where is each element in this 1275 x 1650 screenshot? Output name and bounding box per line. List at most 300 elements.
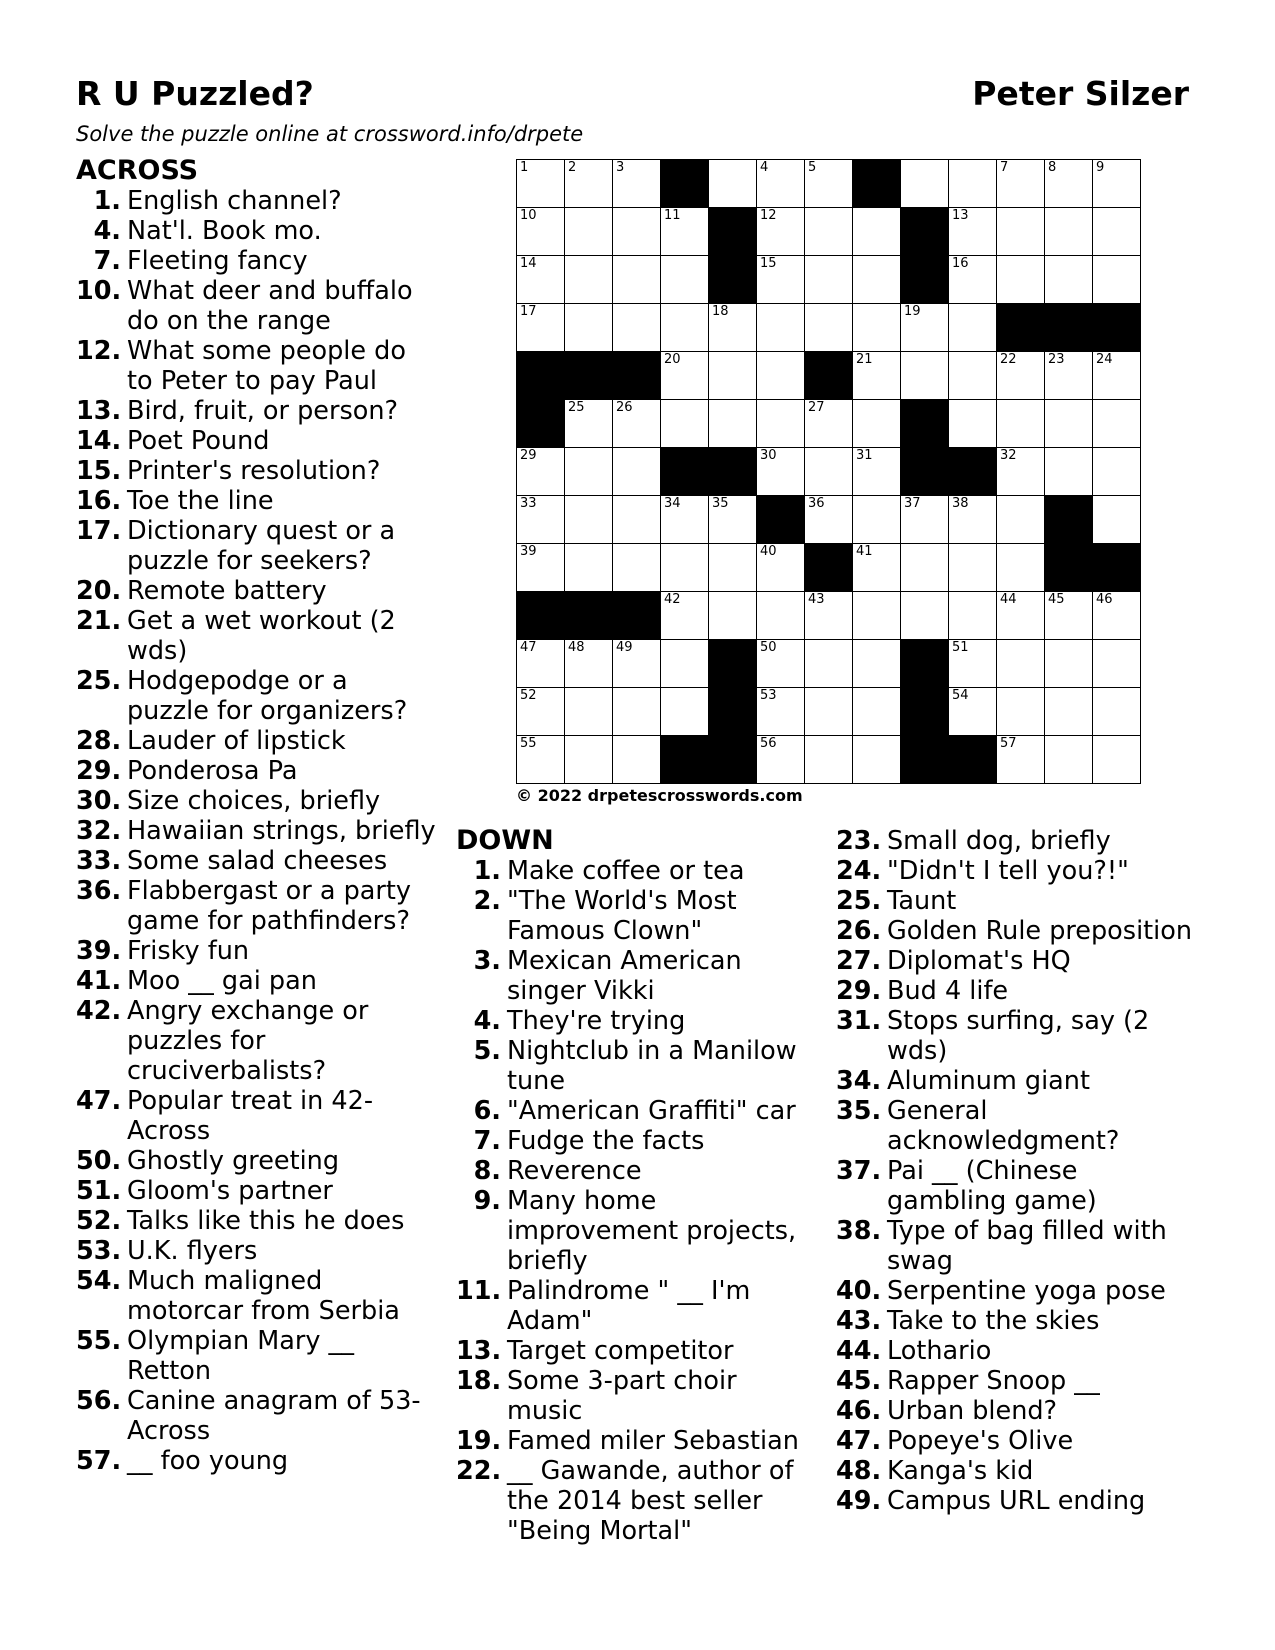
- grid-cell[interactable]: [853, 640, 901, 688]
- clue-text: What deer and buffalo do on the range: [127, 276, 413, 336]
- grid-cell[interactable]: [613, 544, 661, 592]
- clue-item: [836, 1336, 1196, 1366]
- grid-block: [661, 736, 709, 784]
- grid-cell[interactable]: [997, 400, 1045, 448]
- cell-number: 44: [1000, 592, 1017, 607]
- grid-cell[interactable]: [805, 304, 853, 352]
- clue-number: 45.: [836, 1366, 882, 1396]
- grid-cell[interactable]: [757, 736, 805, 784]
- grid-cell[interactable]: [661, 304, 709, 352]
- grid-cell[interactable]: [997, 448, 1045, 496]
- clue-number: 40.: [836, 1276, 882, 1306]
- clue-number: 28.: [76, 726, 122, 756]
- cell-number: 32: [1000, 448, 1017, 463]
- clue-number: 44.: [836, 1336, 882, 1366]
- grid-cell[interactable]: [949, 640, 997, 688]
- grid-cell[interactable]: [997, 352, 1045, 400]
- clue-text: Dictionary quest or a puzzle for seekers?: [127, 516, 396, 576]
- puzzle-title: R U Puzzled?: [76, 74, 314, 113]
- grid-cell[interactable]: [661, 592, 709, 640]
- clue-item: [456, 886, 816, 946]
- clue-number: 42.: [76, 996, 122, 1026]
- cell-number: 2: [568, 160, 577, 175]
- clue-item: [836, 1156, 1196, 1216]
- grid-cell[interactable]: [565, 304, 613, 352]
- clue-text: Gloom's partner: [127, 1176, 333, 1206]
- clue-text: Serpentine yoga pose: [887, 1276, 1166, 1306]
- clue-text: Palindrome " __ I'm Adam": [507, 1276, 751, 1336]
- grid-cell[interactable]: [949, 400, 997, 448]
- clue-text: Rapper Snoop __: [887, 1366, 1100, 1396]
- clue-text: Nightclub in a Manilow tune: [507, 1036, 797, 1096]
- grid-cell[interactable]: [757, 352, 805, 400]
- grid-cell[interactable]: [517, 496, 565, 544]
- grid-cell[interactable]: [1093, 592, 1141, 640]
- grid-block: [1045, 544, 1093, 592]
- grid-cell[interactable]: [517, 256, 565, 304]
- grid-cell[interactable]: [613, 640, 661, 688]
- grid-block: [1093, 304, 1141, 352]
- clue-number: 48.: [836, 1456, 882, 1486]
- clue-item: [76, 516, 436, 576]
- clue-number: 3.: [473, 946, 501, 976]
- clue-number: 13.: [456, 1336, 502, 1366]
- clue-number: 16.: [76, 486, 122, 516]
- grid-block: [901, 736, 949, 784]
- clue-number: 27.: [836, 946, 882, 976]
- clue-item: [456, 1336, 816, 1366]
- grid-cell[interactable]: [901, 544, 949, 592]
- grid-cell[interactable]: [565, 544, 613, 592]
- grid-cell[interactable]: [805, 688, 853, 736]
- clue-item: [836, 1276, 1196, 1306]
- clue-text: Remote battery: [127, 576, 327, 606]
- grid-cell[interactable]: [757, 256, 805, 304]
- grid-cell[interactable]: [949, 208, 997, 256]
- clue-item: [76, 396, 436, 426]
- cell-number: 33: [520, 496, 537, 511]
- grid-block: [709, 208, 757, 256]
- clue-number: 12.: [76, 336, 122, 366]
- clue-item: [836, 1366, 1196, 1396]
- clue-text: Printer's resolution?: [127, 456, 381, 486]
- grid-cell[interactable]: [565, 448, 613, 496]
- clue-item: [456, 1006, 816, 1036]
- clue-number: 13.: [76, 396, 122, 426]
- grid-block: [901, 400, 949, 448]
- grid-cell[interactable]: [1093, 160, 1141, 208]
- grid-cell[interactable]: [709, 304, 757, 352]
- grid-cell[interactable]: [1093, 736, 1141, 784]
- cell-number: 30: [760, 448, 777, 463]
- grid-cell[interactable]: [757, 448, 805, 496]
- cell-number: 8: [1048, 160, 1057, 175]
- cell-number: 19: [904, 304, 921, 319]
- grid-cell[interactable]: [949, 496, 997, 544]
- grid-cell[interactable]: [853, 592, 901, 640]
- cell-number: 56: [760, 736, 777, 751]
- down-clues-column-2: [836, 826, 1196, 1516]
- grid-cell[interactable]: [997, 208, 1045, 256]
- grid-cell[interactable]: [661, 352, 709, 400]
- clue-number: 4.: [473, 1006, 501, 1036]
- grid-cell[interactable]: [613, 208, 661, 256]
- grid-cell[interactable]: [997, 496, 1045, 544]
- grid-cell[interactable]: [613, 448, 661, 496]
- clue-item: [456, 856, 816, 886]
- grid-cell[interactable]: [1093, 640, 1141, 688]
- clue-number: 55.: [76, 1326, 122, 1356]
- grid-cell[interactable]: [853, 304, 901, 352]
- grid-cell[interactable]: [565, 256, 613, 304]
- grid-cell[interactable]: [997, 592, 1045, 640]
- grid-cell[interactable]: [757, 400, 805, 448]
- grid-cell[interactable]: [949, 688, 997, 736]
- clue-number: 23.: [836, 826, 882, 856]
- grid-cell[interactable]: [805, 256, 853, 304]
- clue-text: Popeye's Olive: [887, 1426, 1074, 1456]
- clue-number: 15.: [76, 456, 122, 486]
- grid-cell[interactable]: [805, 496, 853, 544]
- clue-text: They're trying: [507, 1006, 686, 1036]
- grid-block: [805, 544, 853, 592]
- cell-number: 7: [1000, 160, 1009, 175]
- grid-cell[interactable]: [901, 496, 949, 544]
- clue-number: 43.: [836, 1306, 882, 1336]
- clue-text: Pai __ (Chinese gambling game): [887, 1156, 1097, 1216]
- clue-number: 51.: [76, 1176, 122, 1206]
- grid-block: [1093, 544, 1141, 592]
- grid-cell[interactable]: [1045, 208, 1093, 256]
- grid-cell[interactable]: [997, 688, 1045, 736]
- cell-number: 38: [952, 496, 969, 511]
- clue-number: 2.: [473, 886, 501, 916]
- clue-item: [76, 576, 436, 606]
- clue-text: Famed miler Sebastian: [507, 1426, 799, 1456]
- clue-item: [836, 1486, 1196, 1516]
- grid-cell[interactable]: [853, 256, 901, 304]
- clue-number: 47.: [76, 1086, 122, 1116]
- clue-number: 53.: [76, 1236, 122, 1266]
- grid-cell[interactable]: [1093, 400, 1141, 448]
- grid-cell[interactable]: [997, 544, 1045, 592]
- cell-number: 25: [568, 400, 585, 415]
- clue-text: Golden Rule preposition: [887, 916, 1193, 946]
- grid-cell[interactable]: [565, 736, 613, 784]
- cell-number: 10: [520, 208, 537, 223]
- cell-number: 54: [952, 688, 969, 703]
- cell-number: 23: [1048, 352, 1065, 367]
- grid-cell[interactable]: [709, 496, 757, 544]
- grid-cell[interactable]: [949, 544, 997, 592]
- clue-text: Fudge the facts: [507, 1126, 705, 1156]
- clue-text: Small dog, briefly: [887, 826, 1111, 856]
- clue-text: Nat'l. Book mo.: [127, 216, 322, 246]
- grid-cell[interactable]: [1045, 160, 1093, 208]
- clue-number: 25.: [836, 886, 882, 916]
- clue-text: Taunt: [887, 886, 957, 916]
- clue-number: 8.: [473, 1156, 501, 1186]
- cell-number: 21: [856, 352, 873, 367]
- cell-number: 5: [808, 160, 817, 175]
- clue-number: 52.: [76, 1206, 122, 1236]
- grid-block: [517, 592, 565, 640]
- clue-item: [76, 1326, 436, 1386]
- grid-cell[interactable]: [757, 160, 805, 208]
- grid-cell[interactable]: [757, 592, 805, 640]
- grid-cell[interactable]: [613, 688, 661, 736]
- grid-cell[interactable]: [1093, 352, 1141, 400]
- clue-item: [76, 486, 436, 516]
- clue-number: 56.: [76, 1386, 122, 1416]
- grid-cell[interactable]: [613, 304, 661, 352]
- grid-cell[interactable]: [805, 160, 853, 208]
- clue-text: General acknowledgment?: [887, 1096, 1120, 1156]
- grid-cell[interactable]: [1093, 208, 1141, 256]
- clue-text: "American Graffiti" car: [507, 1096, 796, 1126]
- clue-item: [836, 1456, 1196, 1486]
- across-clues: [76, 156, 436, 1476]
- clue-number: 24.: [836, 856, 882, 886]
- grid-cell[interactable]: [997, 640, 1045, 688]
- grid-cell[interactable]: [901, 160, 949, 208]
- grid-block: [661, 448, 709, 496]
- grid-cell[interactable]: [517, 208, 565, 256]
- grid-cell[interactable]: [805, 400, 853, 448]
- grid-block: [709, 256, 757, 304]
- grid-cell[interactable]: [613, 736, 661, 784]
- grid-cell[interactable]: [1093, 256, 1141, 304]
- clue-number: 35.: [836, 1096, 882, 1126]
- clue-number: 57.: [76, 1446, 122, 1476]
- grid-block: [997, 304, 1045, 352]
- clue-item: [76, 786, 436, 816]
- grid-block: [853, 160, 901, 208]
- grid-block: [565, 592, 613, 640]
- grid-cell[interactable]: [949, 592, 997, 640]
- grid-cell[interactable]: [853, 736, 901, 784]
- grid-cell[interactable]: [901, 352, 949, 400]
- grid-cell[interactable]: [709, 160, 757, 208]
- grid-cell[interactable]: [949, 304, 997, 352]
- clue-item: [76, 426, 436, 456]
- clue-item: [456, 1426, 816, 1456]
- crossword-grid: [516, 159, 1141, 784]
- grid-cell[interactable]: [1045, 688, 1093, 736]
- clue-item: [456, 1036, 816, 1096]
- cell-number: 16: [952, 256, 969, 271]
- clue-number: 7.: [473, 1126, 501, 1156]
- grid-cell[interactable]: [805, 736, 853, 784]
- grid-cell[interactable]: [613, 496, 661, 544]
- grid-block: [901, 688, 949, 736]
- cell-number: 26: [616, 400, 633, 415]
- grid-cell[interactable]: [853, 208, 901, 256]
- grid-cell[interactable]: [1093, 448, 1141, 496]
- grid-cell[interactable]: [949, 256, 997, 304]
- grid-cell[interactable]: [757, 688, 805, 736]
- grid-cell[interactable]: [613, 400, 661, 448]
- grid-cell[interactable]: [709, 352, 757, 400]
- clue-number: 39.: [76, 936, 122, 966]
- grid-cell[interactable]: [805, 448, 853, 496]
- grid-block: [757, 496, 805, 544]
- grid-block: [709, 448, 757, 496]
- clue-item: [836, 916, 1196, 946]
- grid-cell[interactable]: [565, 688, 613, 736]
- clue-number: 5.: [473, 1036, 501, 1066]
- cell-number: 35: [712, 496, 729, 511]
- clue-text: Some 3-part choir music: [507, 1366, 737, 1426]
- grid-cell[interactable]: [709, 592, 757, 640]
- clue-item: [76, 246, 436, 276]
- grid-cell[interactable]: [853, 544, 901, 592]
- clue-item: [456, 1276, 816, 1336]
- clue-number: 37.: [836, 1156, 882, 1186]
- cell-number: 31: [856, 448, 873, 463]
- grid-cell[interactable]: [565, 208, 613, 256]
- grid-cell[interactable]: [565, 640, 613, 688]
- cell-number: 13: [952, 208, 969, 223]
- grid-cell[interactable]: [757, 304, 805, 352]
- cell-number: 57: [1000, 736, 1017, 751]
- clue-text: Bud 4 life: [887, 976, 1009, 1006]
- cell-number: 45: [1048, 592, 1065, 607]
- grid-cell[interactable]: [517, 640, 565, 688]
- cell-number: 47: [520, 640, 537, 655]
- clue-text: Olympian Mary __ Retton: [127, 1326, 355, 1386]
- clue-item: [76, 936, 436, 966]
- grid-cell[interactable]: [757, 640, 805, 688]
- grid-cell[interactable]: [805, 640, 853, 688]
- grid-cell[interactable]: [517, 448, 565, 496]
- clue-text: Flabbergast or a party game for pathfinders?: [127, 876, 411, 936]
- clue-text: Much maligned motorcar from Serbia: [127, 1266, 400, 1326]
- clue-text: What some people do to Peter to pay Paul: [127, 336, 406, 396]
- cell-number: 29: [520, 448, 537, 463]
- grid-cell[interactable]: [1045, 448, 1093, 496]
- grid-cell[interactable]: [613, 160, 661, 208]
- cell-number: 12: [760, 208, 777, 223]
- down-heading: DOWN: [456, 825, 554, 856]
- clue-number: 29.: [76, 756, 122, 786]
- clue-item: [456, 1186, 816, 1276]
- grid-cell[interactable]: [613, 256, 661, 304]
- grid-cell[interactable]: [661, 496, 709, 544]
- grid-cell[interactable]: [565, 160, 613, 208]
- grid-cell[interactable]: [1045, 592, 1093, 640]
- grid-cell[interactable]: [853, 352, 901, 400]
- grid-block: [1045, 496, 1093, 544]
- clue-number: 38.: [836, 1216, 882, 1246]
- grid-block: [565, 352, 613, 400]
- grid-cell[interactable]: [757, 544, 805, 592]
- grid-cell[interactable]: [805, 208, 853, 256]
- grid-cell[interactable]: [709, 400, 757, 448]
- grid-cell[interactable]: [949, 160, 997, 208]
- clue-text: Popular treat in 42-Across: [127, 1086, 374, 1146]
- grid-block: [901, 256, 949, 304]
- clue-number: 20.: [76, 576, 122, 606]
- grid-cell[interactable]: [901, 592, 949, 640]
- cell-number: 40: [760, 544, 777, 559]
- grid-cell[interactable]: [853, 400, 901, 448]
- grid-cell[interactable]: [1045, 256, 1093, 304]
- grid-cell[interactable]: [661, 208, 709, 256]
- clue-number: 1.: [473, 856, 501, 886]
- grid-cell[interactable]: [565, 400, 613, 448]
- grid-cell[interactable]: [517, 544, 565, 592]
- cell-number: 37: [904, 496, 921, 511]
- grid-cell[interactable]: [1093, 496, 1141, 544]
- cell-number: 43: [808, 592, 825, 607]
- grid-cell[interactable]: [517, 688, 565, 736]
- cell-number: 46: [1096, 592, 1113, 607]
- clue-item: [76, 1146, 436, 1176]
- grid-cell[interactable]: [517, 304, 565, 352]
- grid-cell[interactable]: [805, 592, 853, 640]
- grid-cell[interactable]: [853, 448, 901, 496]
- grid-cell[interactable]: [661, 544, 709, 592]
- cell-number: 51: [952, 640, 969, 655]
- grid-cell[interactable]: [997, 736, 1045, 784]
- clue-text: Mexican American singer Vikki: [507, 946, 742, 1006]
- clue-number: 7.: [93, 246, 121, 276]
- grid-block: [613, 352, 661, 400]
- grid-block: [901, 640, 949, 688]
- clue-text: Bird, fruit, or person?: [127, 396, 399, 426]
- grid-cell[interactable]: [1045, 352, 1093, 400]
- cell-number: 17: [520, 304, 537, 319]
- clue-text: Angry exchange or puzzles for cruciverbalists?: [127, 996, 369, 1086]
- grid-cell[interactable]: [661, 688, 709, 736]
- grid-cell[interactable]: [901, 304, 949, 352]
- grid-cell[interactable]: [853, 688, 901, 736]
- grid-cell[interactable]: [997, 160, 1045, 208]
- grid-cell[interactable]: [1045, 640, 1093, 688]
- clue-text: English channel?: [127, 186, 342, 216]
- clue-number: 31.: [836, 1006, 882, 1036]
- grid-cell[interactable]: [661, 400, 709, 448]
- grid-cell[interactable]: [997, 256, 1045, 304]
- clue-number: 21.: [76, 606, 122, 636]
- grid-cell[interactable]: [565, 496, 613, 544]
- clue-text: Type of bag filled with swag: [887, 1216, 1167, 1276]
- grid-block: [901, 448, 949, 496]
- grid-cell[interactable]: [853, 496, 901, 544]
- clue-text: Stops surfing, say (2 wds): [887, 1006, 1150, 1066]
- grid-cell[interactable]: [1045, 400, 1093, 448]
- grid-cell[interactable]: [661, 640, 709, 688]
- grid-cell[interactable]: [949, 352, 997, 400]
- clue-text: Target competitor: [507, 1336, 734, 1366]
- grid-cell[interactable]: [757, 208, 805, 256]
- grid-cell[interactable]: [661, 256, 709, 304]
- clue-item: [76, 1446, 436, 1476]
- clue-text: Lauder of lipstick: [127, 726, 346, 756]
- clue-item: [76, 726, 436, 756]
- clue-item: [76, 606, 436, 666]
- clue-text: __ Gawande, author of the 2014 best seller "Being Mortal": [507, 1456, 794, 1546]
- clue-item: [456, 1366, 816, 1426]
- clue-text: __ foo young: [127, 1446, 289, 1476]
- grid-cell[interactable]: [517, 736, 565, 784]
- grid-cell[interactable]: [517, 160, 565, 208]
- grid-cell[interactable]: [1093, 688, 1141, 736]
- clue-text: Poet Pound: [127, 426, 270, 456]
- grid-cell[interactable]: [709, 544, 757, 592]
- grid-cell[interactable]: [1045, 736, 1093, 784]
